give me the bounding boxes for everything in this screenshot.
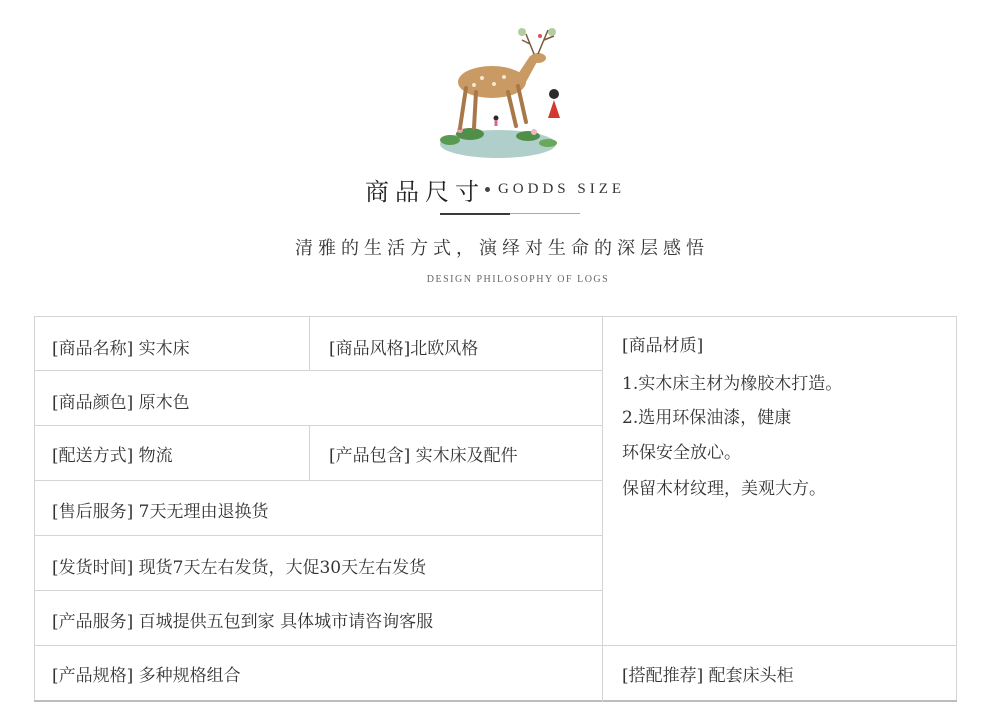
table-row-line xyxy=(34,480,602,481)
cell-pairing: [搭配推荐] 配套床头柜 xyxy=(622,666,794,686)
material-line: 2.选用环保油漆，健康 xyxy=(622,408,792,428)
cell-delivery: [配送方式] 物流 xyxy=(52,446,173,466)
slogan: 清雅的生活方式，演绎对生命的深层感悟 xyxy=(295,238,709,259)
heading-underline-gold xyxy=(510,213,580,214)
heading-dot xyxy=(485,187,490,192)
cell-product-color: [商品颜色] 原木色 xyxy=(52,393,190,413)
deer-illustration xyxy=(430,22,570,164)
table-row-line xyxy=(34,425,602,426)
table-row-line xyxy=(34,535,602,536)
heading-underline-dark xyxy=(440,213,510,215)
material-line: 1.实木床主材为橡胶木打造。 xyxy=(622,374,843,394)
table-border-top xyxy=(34,316,957,317)
table-row-line xyxy=(34,370,602,371)
design-subline: DESIGN PHILOSOPHY OF LOGS xyxy=(426,274,610,285)
cell-product-style: [商品风格]北欧风格 xyxy=(329,339,479,359)
table-divider-row3 xyxy=(309,425,310,480)
heading-title-en: GODDS SIZE xyxy=(497,181,626,197)
cell-service: [产品服务] 百城提供五包到家 具体城市请咨询客服 xyxy=(52,612,434,632)
material-line: 环保安全放心。 xyxy=(622,443,741,463)
heading-title-cn: 商品尺寸 xyxy=(364,178,485,206)
cell-ship-time: [发货时间] 现货7天左右发货，大促30天左右发货 xyxy=(52,558,427,578)
material-line: 保留木材纹理，美观大方。 xyxy=(622,479,826,499)
table-row-line xyxy=(34,645,957,646)
material-title: [商品材质] xyxy=(622,336,704,356)
cell-spec: [产品规格] 多种规格组合 xyxy=(52,666,241,686)
cell-product-name: [商品名称] 实木床 xyxy=(52,339,190,359)
section-heading xyxy=(0,172,990,207)
table-divider-row1 xyxy=(309,316,310,370)
cell-after-sales: [售后服务] 7天无理由退换货 xyxy=(52,502,269,522)
table-row-line xyxy=(34,590,602,591)
cell-includes: [产品包含] 实木床及配件 xyxy=(329,446,518,466)
